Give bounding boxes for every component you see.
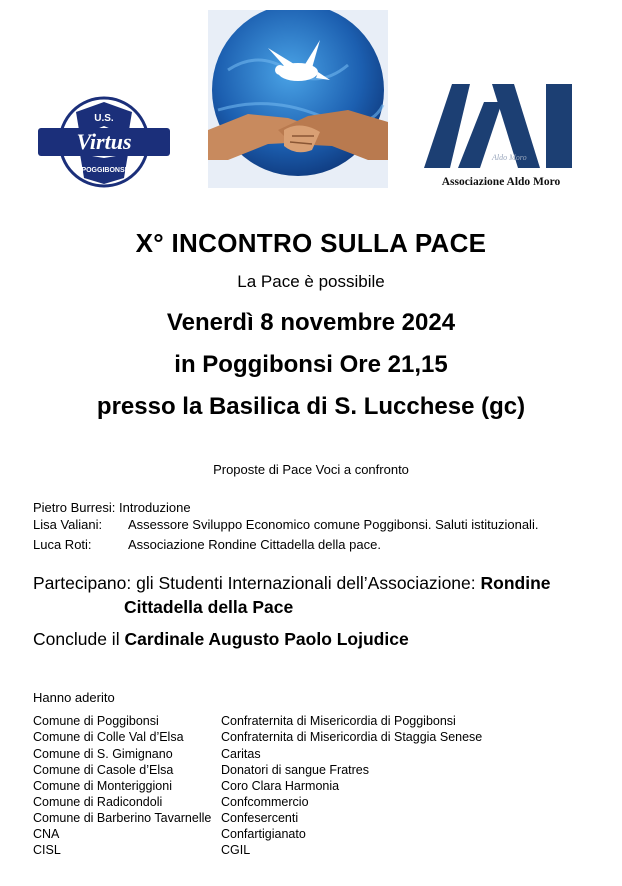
participants-org-part1: Rondine	[480, 573, 551, 593]
supporter-left: CISL	[33, 843, 61, 857]
participants-line	[33, 573, 551, 594]
aldo-moro-caption: Associazione Aldo Moro	[441, 176, 561, 188]
program-speaker: Pietro Burresi:	[33, 500, 116, 515]
program-role: Associazione Rondine Cittadella della pace.	[128, 537, 381, 552]
virtus-bottom-text: POGGIBONSI	[81, 167, 127, 174]
supporter-right: Confraternita di Misericordia di Staggia Senese	[221, 730, 483, 744]
program-role: Introduzione	[119, 500, 191, 515]
event-venue: presso la Basilica di S. Lucchese (gc)	[96, 393, 526, 420]
program-heading: Proposte di Pace Voci a confronto	[213, 462, 409, 477]
event-date: Venerdì 8 novembre 2024	[166, 309, 456, 336]
program-item	[33, 500, 191, 515]
conclusion-prefix: Conclude il	[33, 629, 125, 649]
supporter-left: Comune di S. Gimignano	[33, 747, 173, 761]
supporter-right: Confartigianato	[221, 827, 306, 841]
supporter-left: Comune di Colle Val d’Elsa	[33, 730, 184, 744]
virtus-top-text: U.S.	[94, 113, 114, 124]
participants-org-part2: Cittadella della Pace	[124, 597, 294, 617]
supporter-right: CGIL	[221, 843, 251, 857]
program-speaker: Lisa Valiani:	[33, 517, 103, 532]
supporter-left: Comune di Barberino Tavarnelle	[33, 811, 212, 825]
supporter-left: Comune di Poggibonsi	[33, 714, 159, 728]
conclusion-line	[33, 629, 409, 650]
event-place-time: in Poggibonsi Ore 21,15	[174, 351, 448, 378]
supporter-right: Confesercenti	[221, 811, 299, 825]
conclusion-speaker: Cardinale Augusto Paolo Lojudice	[124, 629, 409, 649]
supporter-right: Donatori di sangue Fratres	[221, 763, 369, 777]
virtus-logo	[36, 96, 172, 188]
supporter-right: Coro Clara Harmonia	[221, 779, 340, 793]
supporter-left: Comune di Monteriggioni	[33, 779, 172, 793]
program-role: Assessore Sviluppo Economico comune Poggibonsi. Saluti istituzionali.	[128, 517, 539, 532]
supporter-left: Comune di Radicondoli	[33, 795, 163, 809]
program-item	[33, 537, 381, 552]
virtus-name-text: Virtus	[76, 129, 132, 154]
supporter-right: Confraternita di Misericordia di Poggibonsi	[221, 714, 456, 728]
supporters-heading: Hanno aderito	[33, 690, 115, 705]
supporter-left: Comune di Casole d’Elsa	[33, 763, 174, 777]
handshake-dove-image	[208, 10, 388, 188]
supporter-left: CNA	[33, 827, 60, 841]
event-subtitle: La Pace è possibile	[237, 272, 385, 291]
supporter-right: Caritas	[221, 747, 261, 761]
supporter-right: Confcommercio	[221, 795, 309, 809]
program-speaker: Luca Roti:	[33, 537, 92, 552]
program-item	[33, 517, 538, 532]
aldo-moro-logo	[422, 82, 580, 188]
event-title: X° INCONTRO SULLA PACE	[135, 228, 487, 258]
participants-prefix: Partecipano: gli Studenti Internazionali dell’Associazione:	[33, 573, 481, 593]
aldo-moro-signature: Aldo Moro	[492, 153, 527, 162]
